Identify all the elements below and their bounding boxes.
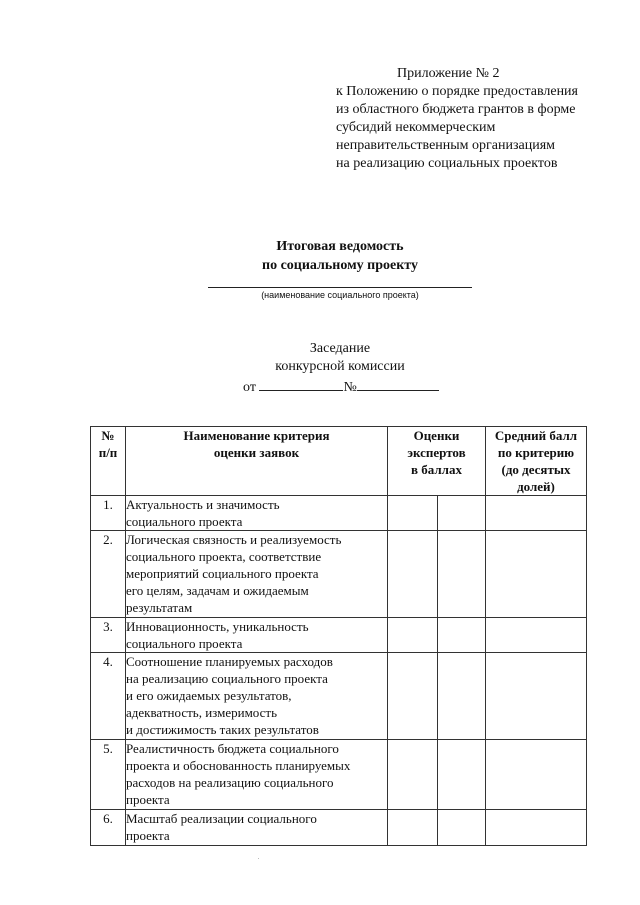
expert-score-cell bbox=[438, 496, 486, 531]
meeting-line-1: Заседание bbox=[309, 341, 371, 356]
scan-speck bbox=[258, 858, 259, 859]
row-number: 4. bbox=[91, 653, 126, 740]
row-criterion: Масштаб реализации социального проекта bbox=[126, 810, 388, 846]
meeting-block bbox=[0, 340, 640, 376]
document-title bbox=[0, 237, 640, 275]
annex-block bbox=[336, 65, 626, 173]
table-row bbox=[91, 618, 587, 653]
row-number: 2. bbox=[91, 531, 126, 618]
expert-score-cell bbox=[438, 531, 486, 618]
date-blank bbox=[259, 376, 343, 391]
meeting-date-line bbox=[243, 376, 439, 396]
row-number: 6. bbox=[91, 810, 126, 846]
project-name-caption: (наименование социального проекта) bbox=[261, 290, 419, 300]
title-line-1: Итоговая ведомость bbox=[276, 239, 404, 254]
expert-score-cell bbox=[438, 653, 486, 740]
table-row bbox=[91, 810, 587, 846]
expert-score-cell bbox=[388, 531, 438, 618]
header-expert-scores: Оценки экспертов в баллах bbox=[388, 427, 486, 496]
average-score-cell bbox=[486, 618, 587, 653]
average-score-cell bbox=[486, 740, 587, 810]
expert-score-cell bbox=[438, 810, 486, 846]
annex-line: субсидий некоммерческим bbox=[336, 120, 496, 135]
expert-score-cell bbox=[388, 618, 438, 653]
table-header-row bbox=[91, 427, 587, 496]
number-blank bbox=[357, 376, 439, 391]
row-criterion: Соотношение планируемых расходов на реализацию социального проекта и его ожидаемых результатов, адекватность, измеримость и достижимость таких результатов bbox=[126, 653, 388, 740]
header-average-score: Средний балл по критерию (до десятых долей) bbox=[486, 427, 587, 496]
annex-number: Приложение № 2 bbox=[397, 66, 500, 81]
table-row bbox=[91, 496, 587, 531]
row-number: 1. bbox=[91, 496, 126, 531]
row-number: 3. bbox=[91, 618, 126, 653]
row-criterion: Актуальность и значимость социального проекта bbox=[126, 496, 388, 531]
row-number: 5. bbox=[91, 740, 126, 810]
expert-score-cell bbox=[388, 496, 438, 531]
header-num: № п/п bbox=[91, 427, 126, 496]
table-row bbox=[91, 531, 587, 618]
number-label: № bbox=[343, 380, 357, 395]
expert-score-cell bbox=[438, 618, 486, 653]
average-score-cell bbox=[486, 531, 587, 618]
expert-score-cell bbox=[388, 740, 438, 810]
project-name-line bbox=[208, 287, 472, 288]
evaluation-table bbox=[90, 426, 587, 846]
annex-line: к Положению о порядке предоставления bbox=[336, 84, 578, 99]
row-criterion: Реалистичность бюджета социального проекта и обоснованность планируемых расходов на реализацию социального проекта bbox=[126, 740, 388, 810]
title-line-2: по социальному проекту bbox=[262, 258, 418, 273]
row-criterion: Логическая связность и реализуемость социального проекта, соответствие мероприятий социального проекта его целям, задачам и ожидаемым результатам bbox=[126, 531, 388, 618]
average-score-cell bbox=[486, 653, 587, 740]
annex-line: неправительственным организациям bbox=[336, 138, 556, 153]
table-row bbox=[91, 740, 587, 810]
row-criterion: Инновационность, уникальность социального проекта bbox=[126, 618, 388, 653]
average-score-cell bbox=[486, 496, 587, 531]
header-criterion: Наименование критерия оценки заявок bbox=[126, 427, 388, 496]
expert-score-cell bbox=[438, 740, 486, 810]
date-from-label: от bbox=[243, 380, 256, 395]
average-score-cell bbox=[486, 810, 587, 846]
expert-score-cell bbox=[388, 810, 438, 846]
annex-line: из областного бюджета грантов в форме bbox=[336, 102, 576, 117]
annex-line: на реализацию социальных проектов bbox=[336, 156, 558, 171]
meeting-line-2: конкурсной комиссии bbox=[275, 359, 405, 374]
expert-score-cell bbox=[388, 653, 438, 740]
table-row bbox=[91, 653, 587, 740]
